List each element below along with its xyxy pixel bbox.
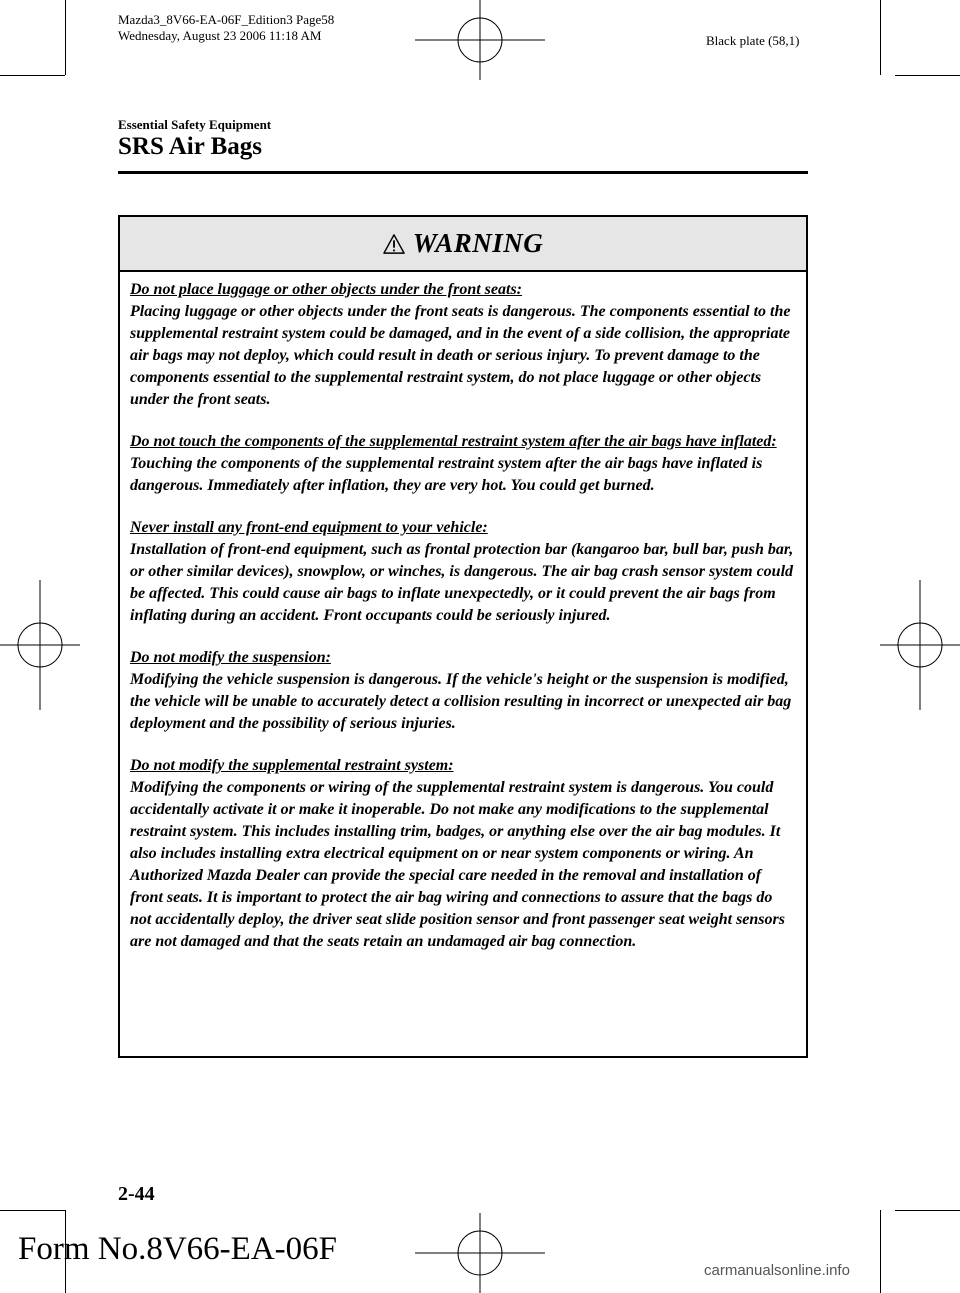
- warning-item-text: Modifying the vehicle suspension is dangerous. If the vehicle's height or the suspension is modified, the vehicle will be unable to accurately detect a collision resulting in incorrect or unexpected air bag deployment and the possibility of serious injuries.: [130, 671, 792, 732]
- crop-mark: [0, 1210, 65, 1211]
- warning-title: WARNING: [412, 228, 544, 258]
- warning-item-heading: Do not touch the components of the supplemental restraint system after the air bags have inflated:: [130, 433, 777, 450]
- warning-box: [118, 215, 808, 1058]
- warning-item: [130, 647, 796, 735]
- crop-mark: [0, 75, 65, 76]
- registration-mark-right: [880, 580, 960, 710]
- print-metadata: [118, 12, 334, 44]
- print-date: Wednesday, August 23 2006 11:18 AM: [118, 28, 322, 43]
- title-rule: [118, 171, 808, 174]
- registration-mark-top: [415, 0, 545, 80]
- page-title: SRS Air Bags: [118, 133, 263, 160]
- crop-mark: [895, 75, 960, 76]
- warning-item-heading: Do not place luggage or other objects under the front seats:: [130, 281, 523, 298]
- file-name: Mazda3_8V66-EA-06F_Edition3 Page58: [118, 12, 335, 27]
- form-number: Form No.8V66-EA-06F: [18, 1231, 337, 1267]
- warning-item-heading: Do not modify the supplemental restraint system:: [130, 757, 454, 774]
- registration-mark-bottom: [415, 1213, 545, 1293]
- plate-label: Black plate (58,1): [706, 33, 800, 48]
- watermark: carmanualsonline.info: [704, 1262, 850, 1279]
- warning-item: [130, 517, 796, 627]
- warning-body: [120, 272, 806, 953]
- warning-item-heading: Do not modify the suspension:: [130, 649, 331, 666]
- crop-mark: [880, 1210, 881, 1293]
- warning-item-text: Installation of front-end equipment, such as frontal protection bar (kangaroo bar, bull bar, push bar, or other similar devices), snowplow, or winches, is dangerous. The air bag crash sensor system could be affected. This could cause air bags to inflate unexpectedly, or it could prevent the air bags from inflating during an accident. Front occupants could be seriously injured.: [130, 541, 794, 624]
- crop-mark: [895, 1210, 960, 1211]
- warning-item-text: Modifying the components or wiring of the supplemental restraint system is dangerous. You could accidentally activate it or make it inoperable. Do not make any modifications to the supplemental restraint system. This includes installing trim, badges, or anything else over the air bag modules. It also includes installing extra electrical equipment on or near system components or wiring. An Authorized Mazda Dealer can provide the special care needed in the removal and installation of front seats. It is important to protect the air bag wiring and connections to assure that the bags do not accidentally deploy, the driver seat slide position sensor and front passenger seat weight sensors are not damaged and that the seats retain an undamaged air bag connection.: [130, 779, 785, 950]
- section-name: Essential Safety Equipment: [118, 117, 272, 132]
- warning-header: [120, 217, 806, 272]
- warning-item: [130, 279, 796, 411]
- warning-item-heading: Never install any front-end equipment to your vehicle:: [130, 519, 488, 536]
- warning-item: [130, 431, 796, 497]
- warning-triangle-icon: [383, 233, 405, 255]
- crop-mark: [880, 0, 881, 75]
- crop-mark: [65, 0, 66, 75]
- registration-mark-left: [0, 580, 80, 710]
- warning-item-text: Placing luggage or other objects under the front seats is dangerous. The components essential to the supplemental restraint system could be damaged, and in the event of a side collision, the appropriate air bags may not deploy, which could result in death or serious injury. To prevent damage to the components essential to the supplemental restraint system, do not place luggage or other objects under the front seats.: [130, 303, 791, 408]
- warning-item: [130, 755, 796, 953]
- page-number: 2-44: [118, 1183, 155, 1205]
- warning-item-text: Touching the components of the supplemental restraint system after the air bags have inflated is dangerous. Immediately after inflation, they are very hot. You could get burned.: [130, 455, 763, 494]
